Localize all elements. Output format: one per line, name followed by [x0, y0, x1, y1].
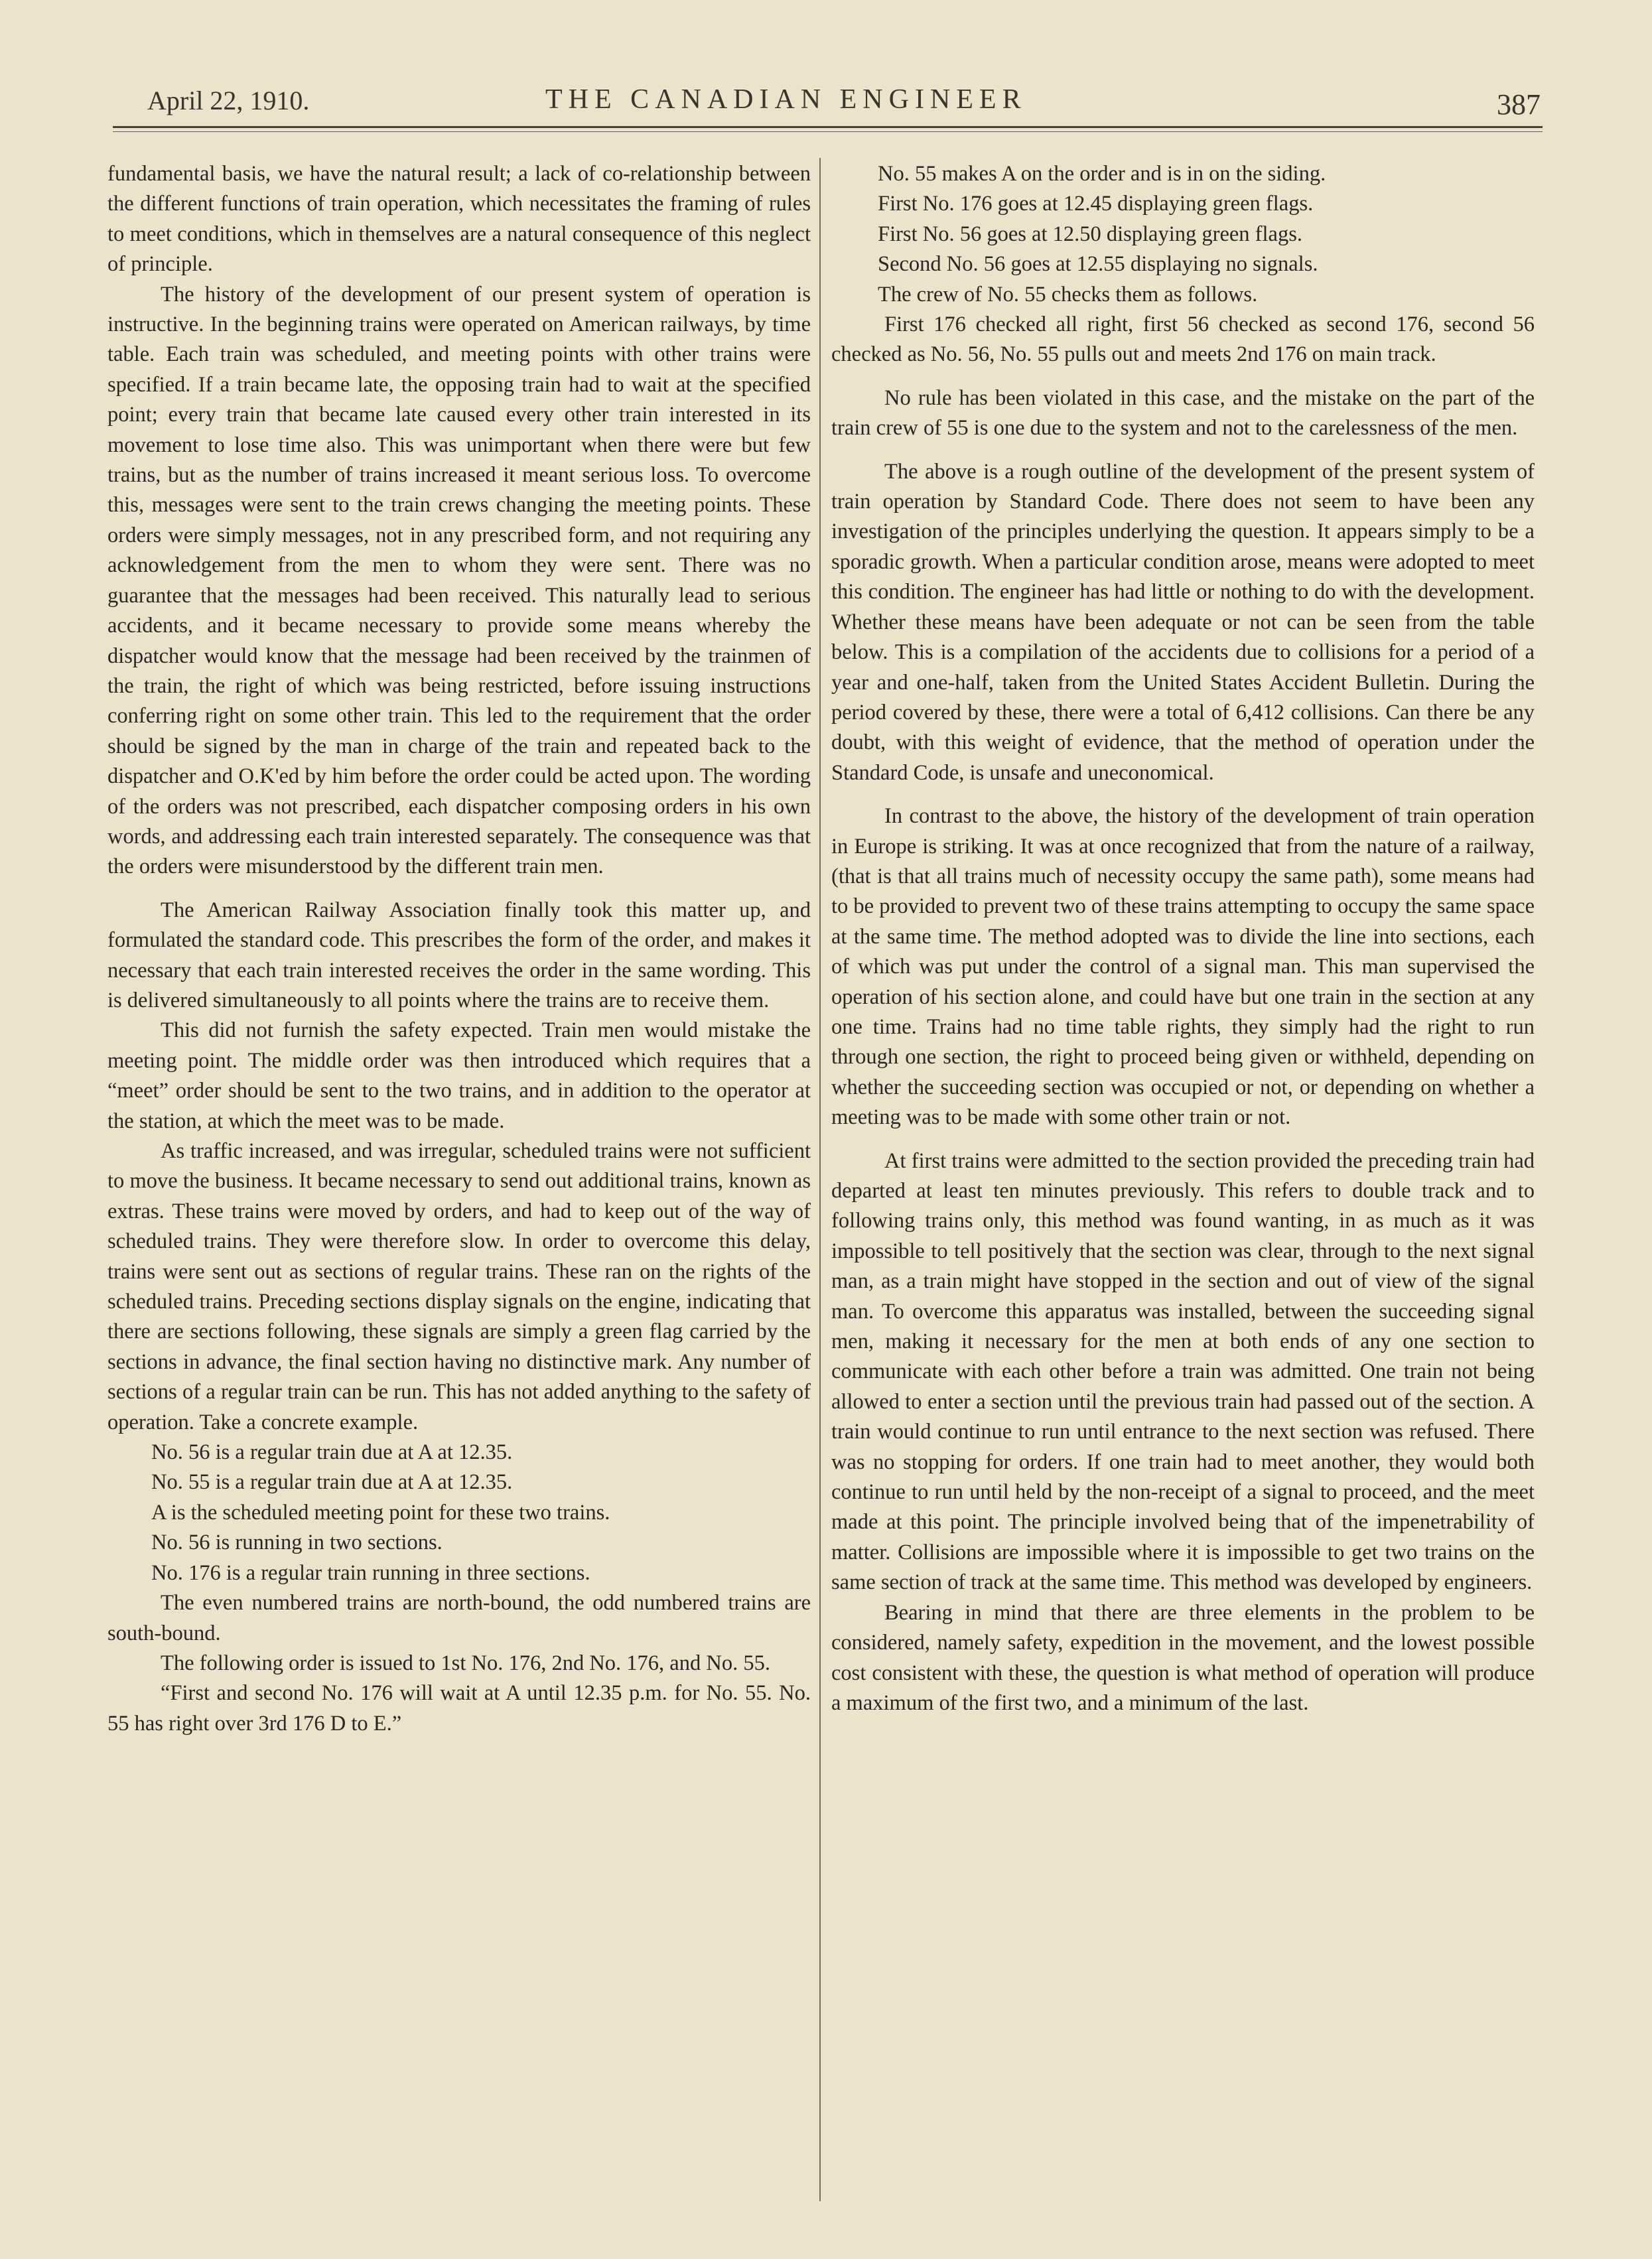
page-header	[147, 78, 1541, 125]
paragraph: No rule has been violated in this case, and the mistake on the part of the train crew of 55 is one due to the system and not to the carelessness of the men.	[831, 385, 1535, 441]
left-column	[107, 159, 811, 1739]
paragraph: First 176 checked all right, first 56 checked as second 176, second 56 checked as No. 56, No. 55 pulls out and meets 2nd 176 on main track.	[831, 312, 1535, 367]
header-rule-thin	[113, 131, 1543, 132]
list-item: No. 56 is a regular train due at A at 12.35.	[151, 1440, 513, 1465]
list-item: Second No. 56 goes at 12.55 displaying no signals.	[878, 252, 1318, 277]
list-item: A is the scheduled meeting point for these two trains.	[151, 1500, 610, 1525]
paragraph: fundamental basis, we have the natural result; a lack of co-relationship between the different functions of train operation, which necessitates the framing of rules to meet conditions, which in themselves are a natural consequence of this neglect of principle.	[107, 162, 811, 277]
paragraph: As traffic increased, and was irregular, scheduled trains were not sufficient to move the business. It became necessary to send out additional trains, known as extras. These trains were moved by orders, and had to keep out of the way of scheduled trains. They were therefore slow. In order to overcome this delay, trains were sent out as sections of regular trains. These ran on the rights of the scheduled trains. Preceding sections display signals on the engine, indicating that there are sections following, these signals are simply a green flag carried by the sections in advance, the final section having no distinctive mark. Any number of sections of a regular train can be run. This has not added anything to the safety of operation. Take a concrete example.	[107, 1139, 811, 1434]
paragraph: In contrast to the above, the history of the development of train operation in Europe is striking. It was at once recognized that from the nature of a railway, (that is that all trains much of necessity occupy the same path), some means had to be provided to prevent two of these trains attempting to occupy the same space at the same time. The method adopted was to divide the line into sections, each of which was put under the control of a signal man. This man supervised the operation of his section alone, and could have but one train in the section at any one time. Trains had no time table rights, they simply had the right to run through one section, the right to proceed being given or withheld, depending on whether the succeeding section was occupied or not, or depending on whether a meeting was to be made with some other train or not.	[831, 804, 1535, 1130]
paragraph: Bearing in mind that there are three elements in the problem to be considered, namely safety, expedition in the movement, and the lowest possible cost consistent with these, the question is what method of operation will produce a maximum of the first two, and a minimum of the last.	[831, 1600, 1535, 1715]
right-column	[831, 159, 1535, 1718]
page-number: 387	[1497, 88, 1541, 121]
header-rule	[113, 126, 1543, 128]
list-item: No. 176 is a regular train running in three sections.	[151, 1560, 590, 1585]
quoted-order: “First and second No. 176 will wait at A until 12.35 p.m. for No. 55. No. 55 has right over 3rd 176 D to E.”	[107, 1681, 811, 1736]
list-item: First No. 56 goes at 12.50 displaying green flags.	[878, 222, 1302, 246]
list-item: No. 56 is running in two sections.	[151, 1531, 443, 1555]
paragraph: At first trains were admitted to the section provided the preceding train had departed at least ten minutes previously. This refers to double track and to following trains only, this method was found wanting, in as much as it was impossible to tell positively that the section was clear, through to the next signal man, as a train might have stopped in the section and out of view of the signal man. To overcome this apparatus was installed, between the succeeding signal men, making it necessary for the men at both ends of any one section to communicate with each other before a train was admitted. One train not being allowed to enter a section until the previous train had passed out of the section. A train would continue to run until entrance to the next section was refused. There was no stopping for orders. If one train had to meet another, they would both continue to run until held by the non-receipt of a signal to proceed, and the meet made at this point. The principle involved being that of the impenetrability of matter. Collisions are impossible where it is impossible to get two trains on the same section of track at the same time. This method was developed by engineers.	[831, 1148, 1535, 1595]
paragraph: The above is a rough outline of the development of the present system of train operation by Standard Code. There does not seem to have been any investigation of the principles underlying the question. It appears simply to be a sporadic growth. When a particular condition arose, means were adopted to meet this condition. The engineer has had little or nothing to do with the development. Whether these means have been adequate or not can be seen from the table below. This is a compilation of the accidents due to collisions for a period of a year and one-half, taken from the United States Accident Bulletin. During the period covered by these, there were a total of 6,412 collisions. Can there be any doubt, with this weight of evidence, that the method of operation under the Standard Code, is unsafe and uneconomical.	[831, 459, 1535, 785]
paragraph: The even numbered trains are north-bound, the odd numbered trains are south-bound.	[107, 1591, 811, 1645]
column-divider	[819, 158, 821, 2201]
journal-title: THE CANADIAN ENGINEER	[545, 84, 1027, 115]
list-item: The crew of No. 55 checks them as follows.	[878, 282, 1258, 307]
paragraph: The following order is issued to 1st No. 176, 2nd No. 176, and No. 55.	[161, 1651, 770, 1675]
paragraph: This did not furnish the safety expected. Train men would mistake the meeting point. The middle order was then introduced which requires that a “meet” order should be sent to the two trains, and in addition to the operator at the station, at which the meet was to be made.	[107, 1018, 811, 1133]
list-item: No. 55 makes A on the order and is in on the siding.	[878, 162, 1326, 186]
issue-date: April 22, 1910.	[147, 86, 310, 115]
list-item: First No. 176 goes at 12.45 displaying green flags.	[878, 192, 1314, 216]
list-item: No. 55 is a regular train due at A at 12.35.	[151, 1470, 513, 1495]
paragraph: The American Railway Association finally took this matter up, and formulated the standard code. This prescribes the form of the order, and makes it necessary that each train interested receives the order in the same wording. This is delivered simultaneously to all points where the trains are to receive them.	[107, 898, 811, 1012]
paragraph: The history of the development of our present system of operation is instructive. In the beginning trains were operated on American railways, by time table. Each train was scheduled, and meeting points with other trains were specified. If a train became late, the opposing train had to wait at the specified point; every train that became late caused every other train interested in its movement to lose time also. This was unimportant when there were but few trains, but as the number of trains increased it meant serious loss. To overcome this, messages were sent to the train crews changing the meeting points. These orders were simply messages, not in any prescribed form, and not requiring any acknowledgement from the men to whom they were sent. There was no guarantee that the messages had been received. This naturally lead to serious accidents, and it became necessary to provide some means whereby the dispatcher would know that the message had been received by the trainmen of the train, the right of which was being restricted, before issuing instructions conferring right on some other train. This led to the requirement that the order should be signed by the man in charge of the train and repeated back to the dispatcher and O.K'ed by him before the order could be acted upon. The wording of the orders was not prescribed, each dispatcher composing orders in his own words, and addressing each train interested separately. The consequence was that the orders were misunderstood by the different train men.	[107, 282, 811, 879]
